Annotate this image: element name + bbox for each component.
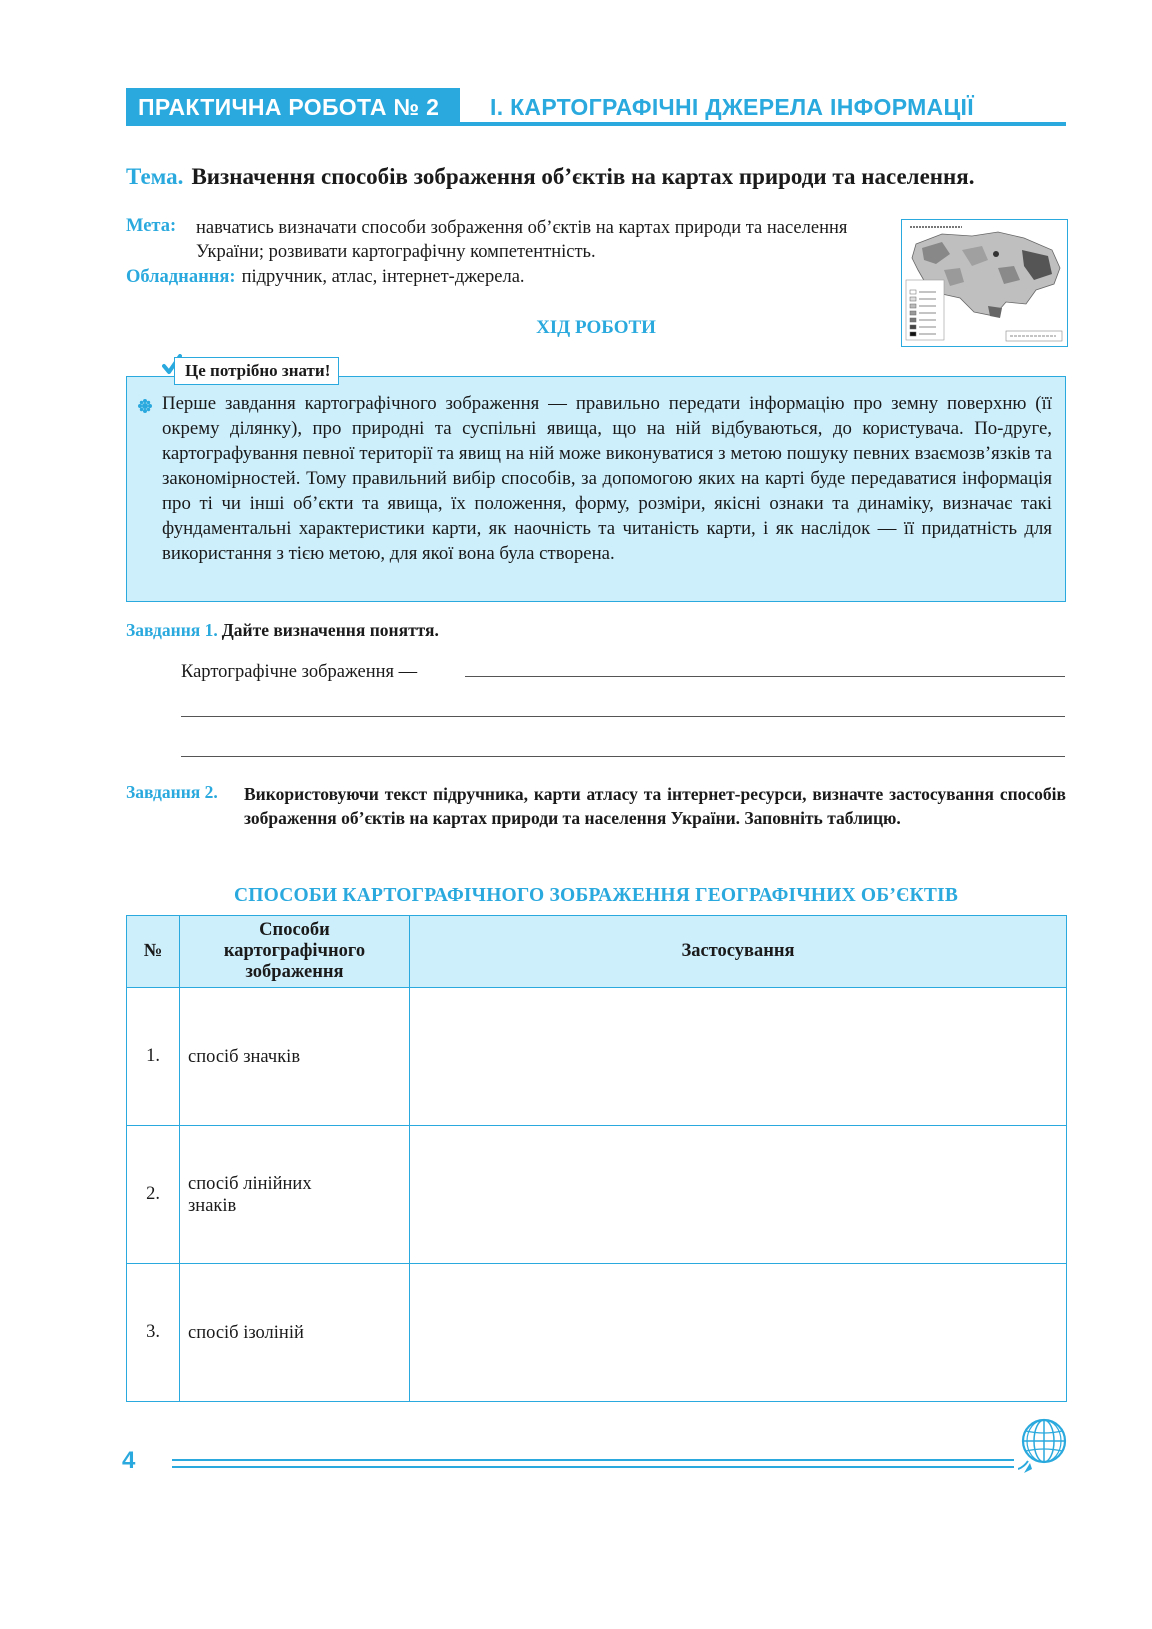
equipment-text: підручник, атлас, інтернет-джерела. <box>241 267 525 287</box>
equipment-line <box>126 267 525 288</box>
header-methods: Способи картографічного зображення <box>180 916 410 988</box>
row-method: спосіб значків <box>180 988 410 1126</box>
info-box-text: Перше завдання картографічного зображення — правильно передати інформацію про земну поверхню (її окрему ділянку), про природні та суспільні явища, що на ній відбуваються, до користувача. По-друге, картографування певної території та явищ на ній може виконуватися з метою пошуку певних взаємозв’язків та закономірностей. Тому правильний вибір способів, за допомогою яких на карті буде передаватися інформація про ті чи інші об’єкти та явища, їх положення, форму, розміри, якісні ознаки та динаміку, визначає такі фундаментальні характеристики карти, як наочність та читаність карти, і як наслідок — її придатність для використання з тією метою, для якої вона була створена. <box>162 393 1052 564</box>
row-application-cell[interactable] <box>410 1126 1067 1264</box>
bullet-flower-icon <box>138 399 152 418</box>
row-method: спосіб ізоліній <box>180 1264 410 1402</box>
answer-line-3[interactable] <box>181 756 1065 757</box>
task2-label: Завдання 2. <box>126 782 218 802</box>
topic-text: Визначення способів зображення об’єктів на картах природи та населення. <box>191 164 975 189</box>
goal-label: Мета: <box>126 216 177 236</box>
equipment-label: Обладнання: <box>126 267 236 287</box>
header-application: Застосування <box>410 916 1067 988</box>
info-box-title: Це потрібно знати! <box>185 361 331 380</box>
task1-label: Завдання 1. <box>126 620 218 640</box>
row-number: 1. <box>127 988 180 1126</box>
goal-text: навчатись визначати способи зображення об’єктів на картах природи та населення України; розвивати картографічну компетентність. <box>196 218 848 262</box>
topic-label: Тема. <box>126 164 184 189</box>
page-number: 4 <box>122 1447 136 1474</box>
answer-line-2[interactable] <box>181 716 1065 717</box>
row-application-cell[interactable] <box>410 988 1067 1126</box>
row-number: 3. <box>127 1264 180 1402</box>
header-left-text: ПРАКТИЧНА РОБОТА № 2 <box>138 93 440 120</box>
task1-heading <box>126 620 439 641</box>
task2-text: Використовуючи текст підручника, карти атласу та інтернет-ресурси, визначте застосування способів зображення об’єктів на картах природи та населення України. Заповніть таблицю. <box>244 784 1066 828</box>
table-header-row <box>127 916 1067 988</box>
table-row <box>127 1126 1067 1264</box>
globe-icon <box>1018 1417 1068 1482</box>
table-row <box>127 988 1067 1126</box>
task1-text: Дайте визначення поняття. <box>221 620 439 640</box>
header-rule <box>126 122 1066 126</box>
progress-title: ХІД РОБОТИ <box>536 317 656 338</box>
definition-term: Картографічне зображення — <box>181 662 418 682</box>
row-method: спосіб лінійних знаків <box>180 1126 410 1264</box>
definition-prompt <box>181 662 417 683</box>
footer-rule-top <box>172 1459 1014 1461</box>
header-chapter-title: І. КАРТОГРАФІЧНІ ДЖЕРЕЛА ІНФОРМАЦІЇ <box>490 93 974 120</box>
table-row <box>127 1264 1067 1402</box>
header-section-label <box>126 88 460 126</box>
footer-rule-bottom <box>172 1466 1014 1468</box>
row-application-cell[interactable] <box>410 1264 1067 1402</box>
header-number: № <box>127 916 180 988</box>
table-title: СПОСОБИ КАРТОГРАФІЧНОГО ЗОБРАЖЕННЯ ГЕОГРАФІЧНИХ ОБ’ЄКТІВ <box>233 885 959 906</box>
topic-line <box>126 164 974 190</box>
methods-table <box>126 915 1067 1402</box>
answer-line-1[interactable] <box>465 676 1065 677</box>
row-number: 2. <box>127 1126 180 1264</box>
info-box-tab <box>174 357 339 385</box>
